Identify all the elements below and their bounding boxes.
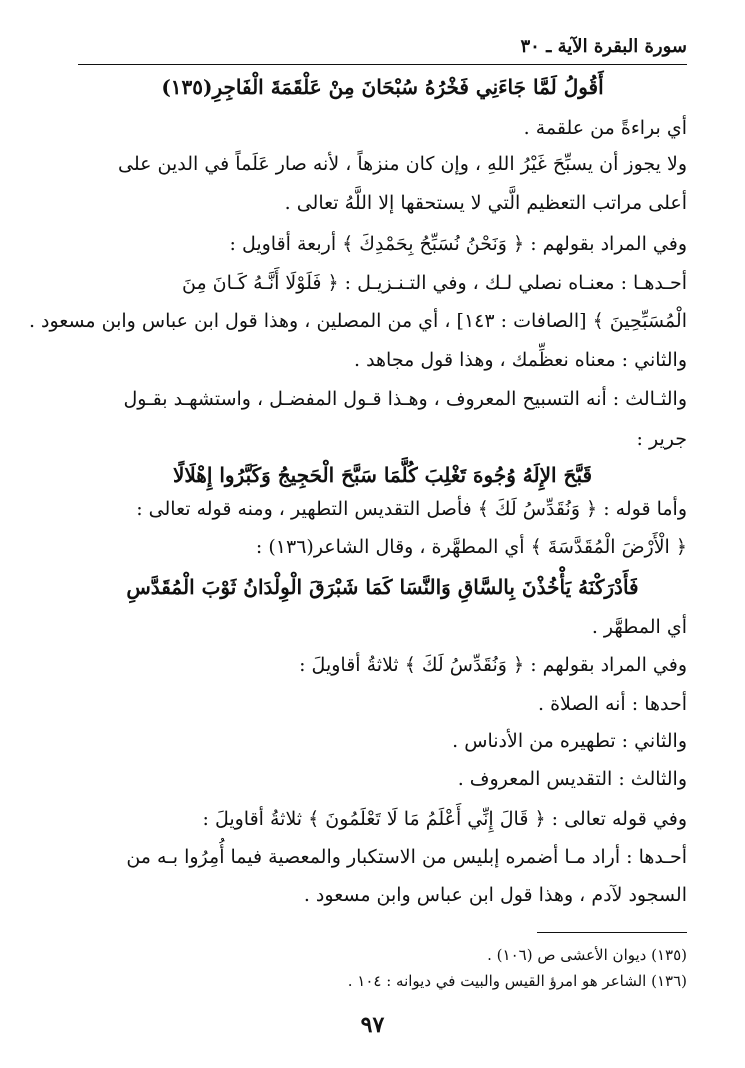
text-line: والثاني : تطهيره من الأدناس . <box>452 730 687 752</box>
text-line: السجود لآدم ، وهذا قول ابن عباس وابن مسعود . <box>303 884 687 906</box>
text-line: والثاني : معناه نعظِّمك ، وهذا قول مجاهد . <box>353 349 687 371</box>
text-line: أي المطهَّر . <box>591 616 687 638</box>
poetry-verse-1: أَقُولُ لَمَّا جَاءَنِي فَخْرُهُ سُبْحَانَ مِنْ عَلْقَمَةَ الْفَاجِرِ(١٣٥) <box>161 75 604 99</box>
text-line: جرير : <box>636 428 687 450</box>
text-line: والثـالث : أنه التسبيح المعروف ، وهـذا قـول المفضـل ، واستشهـد بقـول <box>123 388 687 410</box>
footnote-rule <box>537 932 687 933</box>
running-header: سورة البقرة الآية ـ ٣٠ <box>520 36 687 57</box>
text-line: أي براءةً من علقمة . <box>523 117 687 139</box>
text-line: وأما قوله : ﴿ وَنُقَدِّسُ لَكَ ﴾ فأصل التقديس التطهير ، ومنه قوله تعالى : <box>136 498 687 520</box>
text-line: وفي المراد بقولهم : ﴿ وَنُقَدِّسُ لَكَ ﴾ ثلاثةُ أقاويلَ : <box>299 654 687 676</box>
header-rule <box>78 64 687 65</box>
text-line: وفي المراد بقولهم : ﴿ وَنَحْنُ نُسَبِّحُ بِحَمْدِكَ ﴾ أربعة أقاويل : <box>229 233 687 255</box>
footnote: (١٣٥) ديوان الأعشى ص (١٠٦) . <box>487 946 687 964</box>
poetry-verse-3: فَأَدْرَكْنَهُ يَأْخُذْنَ بِالسَّاقِ وَالنَّسَا كَمَا شَبْرَقَ الْوِلْدَانُ ثَوْبَ الْمُقَدَّسِ <box>126 575 639 599</box>
text-line: وفي قوله تعالى : ﴿ قَالَ إِنِّي أَعْلَمُ مَا لَا تَعْلَمُونَ ﴾ ثلاثةُ أقاويلَ : <box>202 808 687 830</box>
text-line: أعلى مراتب التعظيم الَّتي لا يستحقها إلا اللَّهُ تعالى . <box>284 192 687 214</box>
footnote: (١٣٦) الشاعر هو امرؤ القيس والبيت في ديوانه : ١٠٤ . <box>347 972 687 990</box>
text-line: أحـدهـا : معنـاه نصلي لـك ، وفي التـنـزيـل : ﴿ فَلَوْلَا أَنَّـهُ كَـانَ مِنَ <box>182 272 687 294</box>
text-line: ﴿ الْأَرْضَ الْمُقَدَّسَةَ ﴾ أي المطهَّرة ، وقال الشاعر(١٣٦) : <box>255 536 687 558</box>
text-line: أحدها : أنه الصلاة . <box>538 693 687 715</box>
poetry-verse-2: قَبَّحَ الإِلَهُ وُجُوهَ تَغْلِبَ كُلَّمَا سَبَّحَ الْحَجِيجُ وَكَبَّرُوا إِهْلَالًا <box>172 463 593 487</box>
text-line: الْمُسَبِّحِينَ ﴾ [الصافات : ١٤٣] ، أي من المصلين ، وهذا قول ابن عباس وابن مسعود . <box>28 310 687 332</box>
text-line: أحـدها : أراد مـا أضمره إبليس من الاستكبار والمعصية فيما أُمِرُوا بـه من <box>126 846 687 868</box>
text-line: والثالث : التقديس المعروف . <box>457 768 687 790</box>
page-number: ٩٧ <box>360 1012 385 1038</box>
text-line: ولا يجوز أن يسبِّحَ غَيْرُ اللهِ ، وإن كان منزهاً ، لأنه صار عَلَماً في الدين على <box>118 153 687 175</box>
